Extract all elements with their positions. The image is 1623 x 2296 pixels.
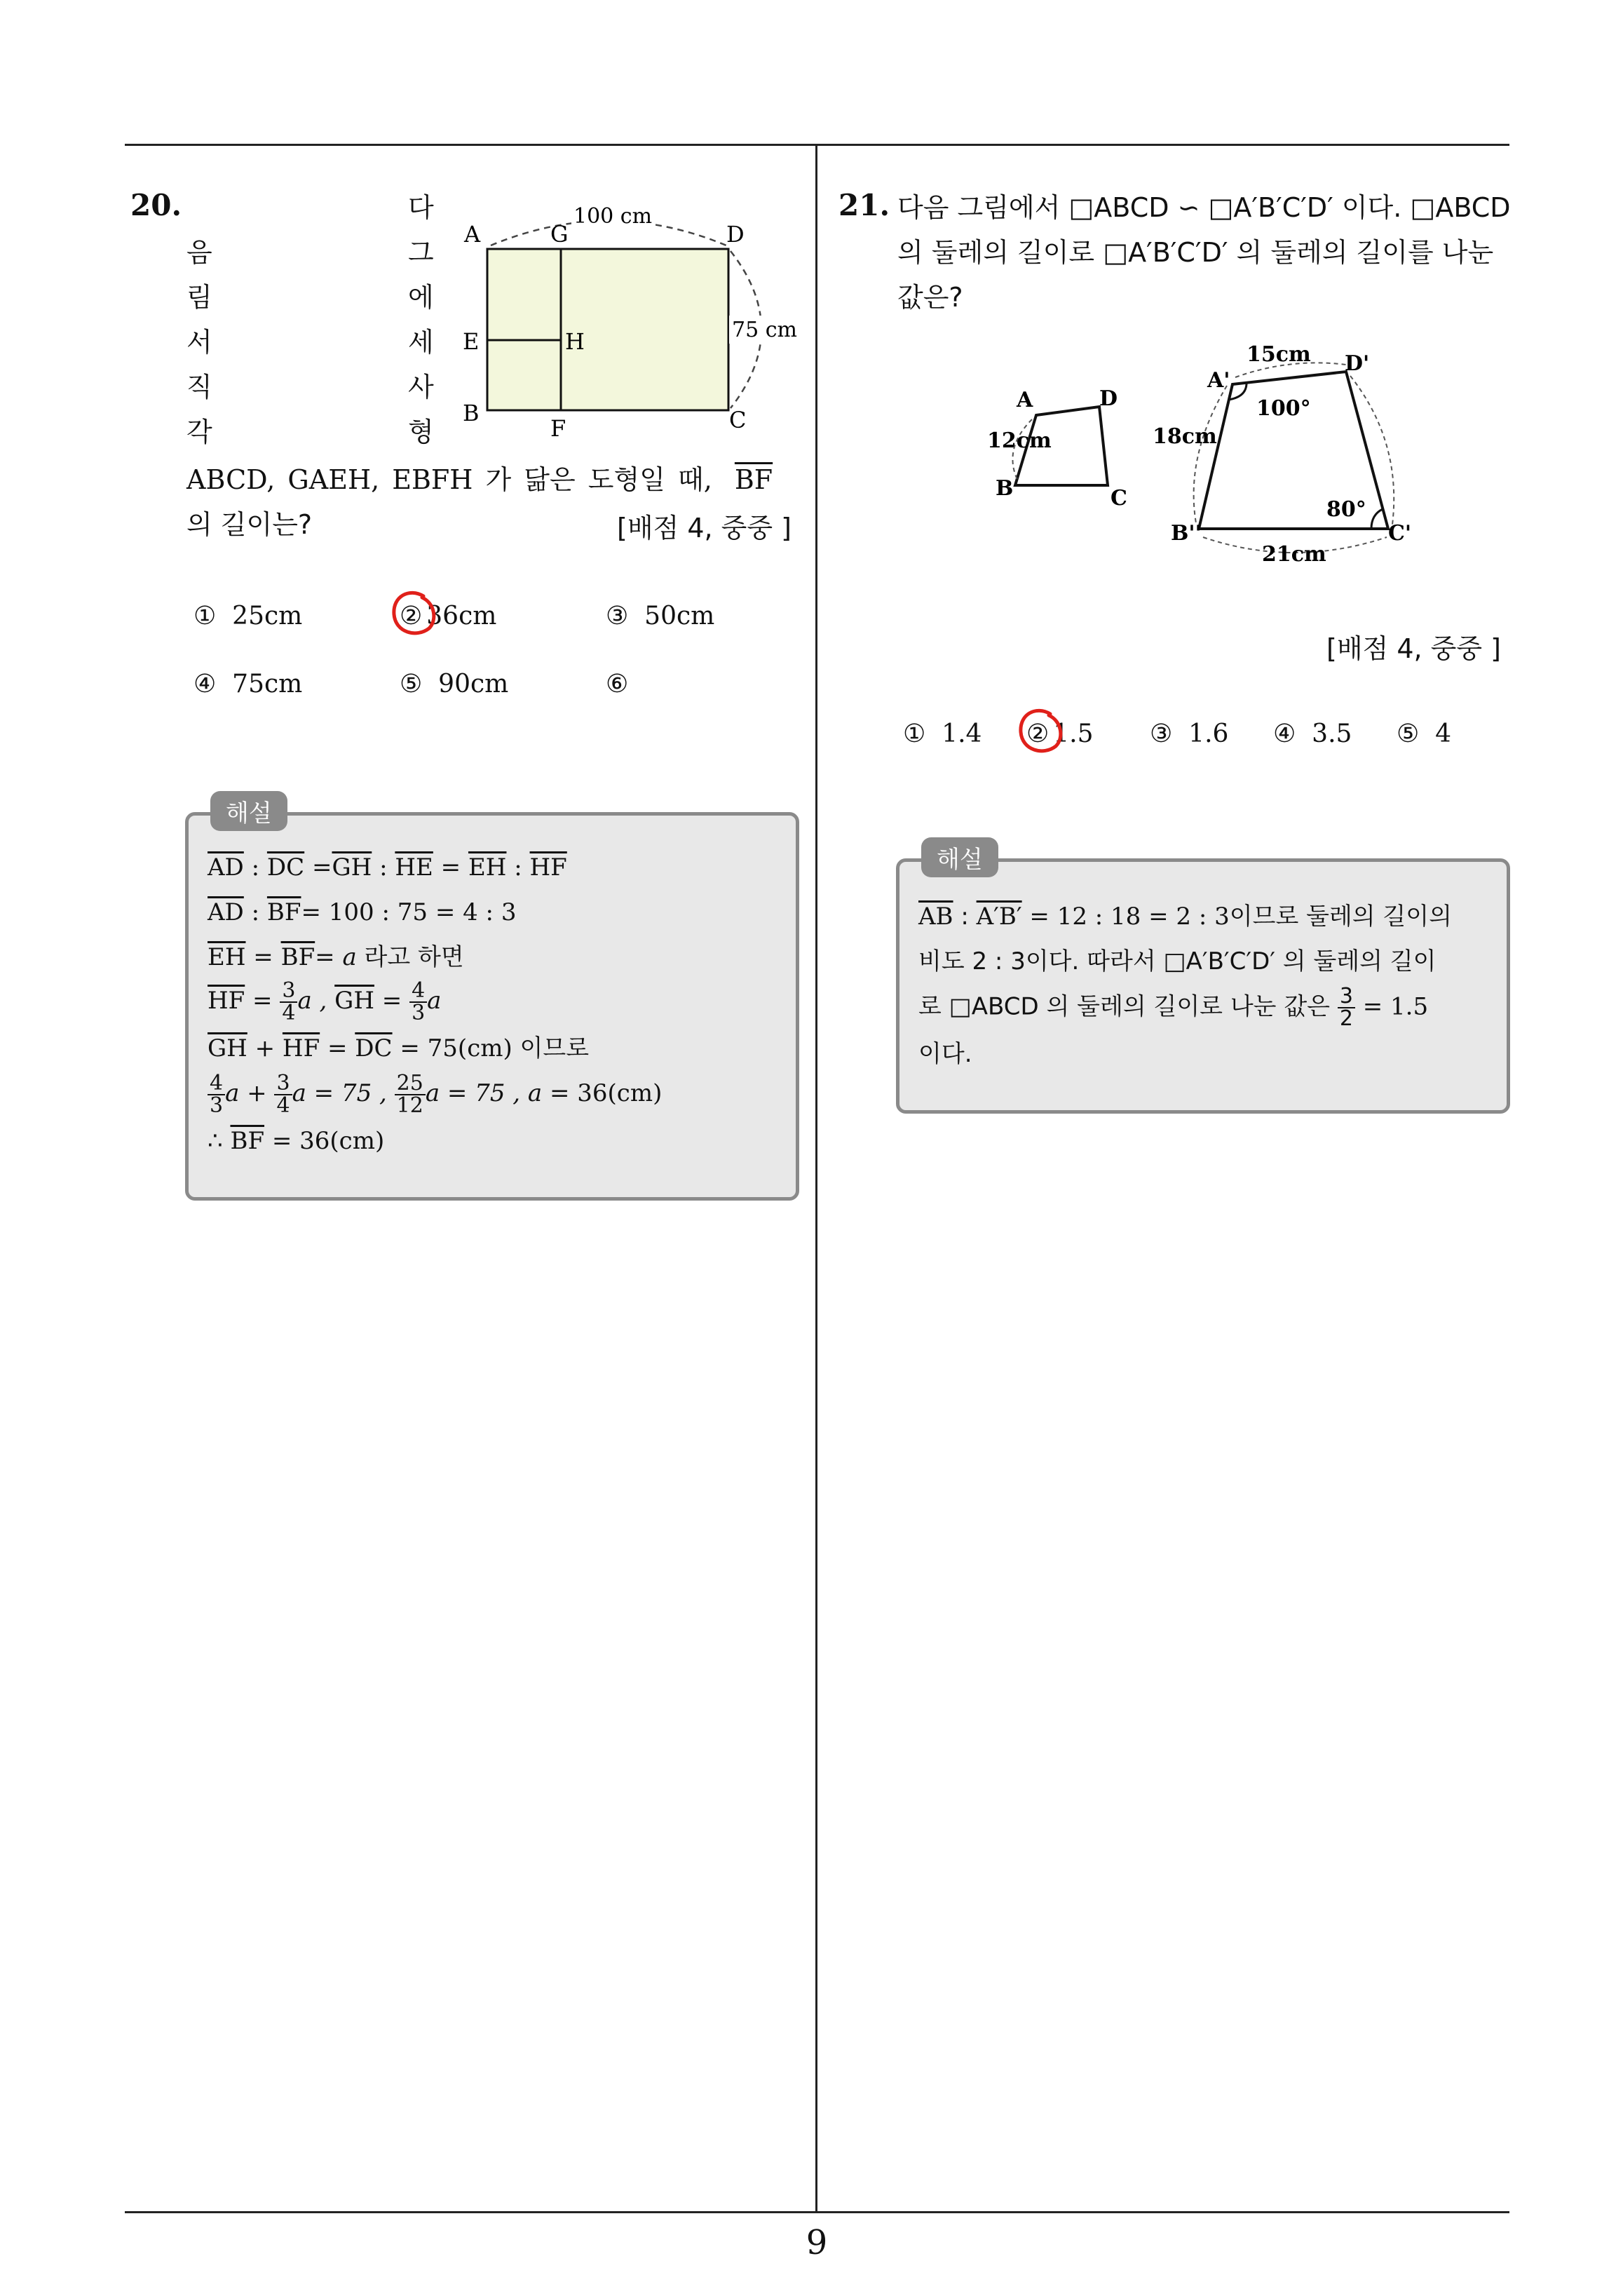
column-divider bbox=[815, 144, 817, 2213]
q20-stem-char: 각 bbox=[186, 417, 212, 447]
q21-stem-line-1: 다음 그림에서 □ABCD ∽ □A′B′C′D′ 이다. □ABCD bbox=[897, 192, 1511, 223]
q20-stem-char: 세 bbox=[408, 327, 434, 358]
q20-sol-line-5: $\overline{GH} + \overline{HF} = \overline{DC} = 75(cm)$ 이므로 bbox=[208, 1034, 590, 1062]
q21-sol-line-4: 이다. bbox=[918, 1040, 972, 1068]
q20-choice-1[interactable]: ① 25cm bbox=[193, 602, 303, 630]
q20-sol-line-3: $\overline{EH} = \overline{BF}= a$ 라고 하면 bbox=[208, 943, 464, 971]
q20-stem-char: 에 bbox=[408, 282, 434, 313]
q21-answer-circle-mark bbox=[1015, 705, 1066, 759]
q20-number: 20. bbox=[130, 188, 182, 222]
label-small-d: D bbox=[1099, 386, 1118, 411]
q20-solution-tag: 해설 bbox=[210, 791, 287, 831]
q20-stem-char: 다 bbox=[408, 192, 434, 223]
q21-number: 21. bbox=[838, 188, 890, 222]
q21-stem-line-2: 의 둘레의 길이로 □A′B′C′D′ 의 둘레의 길이를 나눈 bbox=[897, 237, 1494, 268]
q21-choice-1[interactable]: ① 1.4 bbox=[903, 720, 982, 748]
label-small-c: C bbox=[1111, 486, 1127, 511]
q20-stem-char: 음 bbox=[186, 237, 212, 268]
q20-stem-char: 그 bbox=[408, 237, 434, 268]
q21-quadrilaterals-figure bbox=[982, 337, 1430, 575]
label-big-a: A' bbox=[1207, 368, 1230, 393]
q20-sol-line-2: $\overline{AD}$ : $\overline{BF}= 100$ : 75 = 4 : 3 bbox=[208, 898, 517, 926]
fraction-25-12: $\frac{25}{12}$ bbox=[395, 1073, 426, 1116]
q20-stem-char: 직 bbox=[186, 372, 212, 403]
q21-choice-2[interactable]: ② 1.5 bbox=[1026, 720, 1094, 748]
label-angle-80: 80° bbox=[1326, 497, 1366, 522]
label-b: B bbox=[463, 400, 480, 426]
fraction-3-2: $\frac{3}{2}$ bbox=[1338, 986, 1355, 1029]
label-big-18cm: 18cm bbox=[1153, 424, 1217, 449]
q20-choice-2[interactable]: ② 36cm bbox=[400, 602, 497, 630]
q20-stem-line: ABCD, GAEH, EBFH 가 닮은 도형일 때, $\overline{BF}$ bbox=[186, 464, 773, 495]
q20-stem-char: 서 bbox=[186, 327, 212, 358]
q20-sol-line-1: $\overline{AD}$ : $\overline{DC} =\overline{GH}$ : $\overline{HE} = \overline{EH}$ : $\overline{HF}$ bbox=[208, 853, 567, 882]
page-number: 9 bbox=[806, 2223, 828, 2262]
q20-choice-4[interactable]: ④ 75cm bbox=[193, 670, 303, 698]
label-a: A bbox=[464, 221, 481, 248]
fraction-4-3: $\frac{4}{3}$ bbox=[208, 1073, 225, 1116]
q21-score: [배점 4, 중중 ] bbox=[1326, 633, 1501, 664]
q20-answer-circle-mark bbox=[388, 588, 439, 641]
label-e: E bbox=[463, 328, 480, 355]
fraction-3-4: $\frac{3}{4}$ bbox=[274, 1073, 292, 1116]
q21-choice-5[interactable]: ⑤ 4 bbox=[1397, 720, 1452, 748]
bottom-rule bbox=[125, 2211, 1509, 2213]
q21-solution-tag: 해설 bbox=[921, 837, 998, 877]
q20-rectangle-figure bbox=[449, 189, 813, 442]
q20-stem-char: 림 bbox=[186, 282, 212, 313]
q21-choice-3[interactable]: ③ 1.6 bbox=[1150, 720, 1229, 748]
q20-choice-6[interactable]: ⑥ bbox=[606, 670, 629, 698]
label-big-b: B'' bbox=[1171, 521, 1202, 546]
label-g: G bbox=[550, 221, 569, 248]
overline-bf: $\overline{BF}$ bbox=[734, 464, 773, 495]
label-c: C bbox=[729, 407, 747, 433]
rect-abcd bbox=[487, 249, 728, 410]
q20-stem-char: 사 bbox=[408, 372, 434, 403]
label-small-12cm: 12cm bbox=[987, 428, 1052, 453]
label-big-15cm: 15cm bbox=[1247, 342, 1311, 367]
fraction-3-4: $\frac{3}{4}$ bbox=[280, 980, 297, 1024]
q21-stem-line-3: 값은? bbox=[897, 282, 963, 313]
label-big-d: D' bbox=[1345, 351, 1370, 376]
label-angle-100: 100° bbox=[1256, 396, 1311, 421]
label-top-dim: 100 cm bbox=[573, 204, 653, 229]
q20-score: [배점 4, 중중 ] bbox=[617, 513, 792, 543]
q20-sol-line-7: ∴ $\overline{BF} = 36(cm)$ bbox=[208, 1127, 385, 1155]
q20-choice-5[interactable]: ⑤ 90cm bbox=[400, 670, 509, 698]
q20-choice-3[interactable]: ③ 50cm bbox=[606, 602, 715, 630]
label-h: H bbox=[565, 328, 585, 355]
fraction-4-3: $\frac{4}{3}$ bbox=[409, 980, 427, 1024]
label-side-dim: 75 cm bbox=[732, 318, 797, 342]
label-big-21cm: 21cm bbox=[1262, 542, 1326, 567]
label-small-b: B bbox=[996, 476, 1014, 501]
q21-sol-line-1: $\overline{AB}$ : A′B′ = 12 : 18 = 2 : 3이므로 둘레의 길이의 bbox=[918, 903, 1452, 931]
angle-arc-c bbox=[1371, 509, 1383, 529]
label-big-c: C' bbox=[1388, 521, 1412, 546]
label-f: F bbox=[550, 415, 566, 442]
q21-choice-4[interactable]: ④ 3.5 bbox=[1273, 720, 1352, 748]
q20-stem-char: 형 bbox=[408, 417, 434, 447]
q20-sol-line-6: $\frac{4}{3}$ a + $\frac{3}{4}$ a = 75 , $\frac{25}{12}$ a = 75 , a = 36(cm) bbox=[208, 1073, 662, 1116]
label-d: D bbox=[726, 221, 745, 248]
label-small-a: A bbox=[1017, 388, 1033, 412]
q20-sol-line-4: $\overline{HF}$ = $\frac{3}{4}$ a , $\overline{GH}$ = $\frac{4}{3}$ a bbox=[208, 978, 442, 1025]
q21-sol-line-2: 비도 2 : 3이다. 따라서 □A′B′C′D′ 의 둘레의 길이 bbox=[918, 947, 1437, 975]
q21-sol-line-3: 로 □ABCD 의 둘레의 길이로 나눈 값은 $\frac{3}{2}$ = 1.5 bbox=[918, 984, 1429, 1031]
q20-stem-line2: 의 길이는? bbox=[186, 509, 313, 540]
